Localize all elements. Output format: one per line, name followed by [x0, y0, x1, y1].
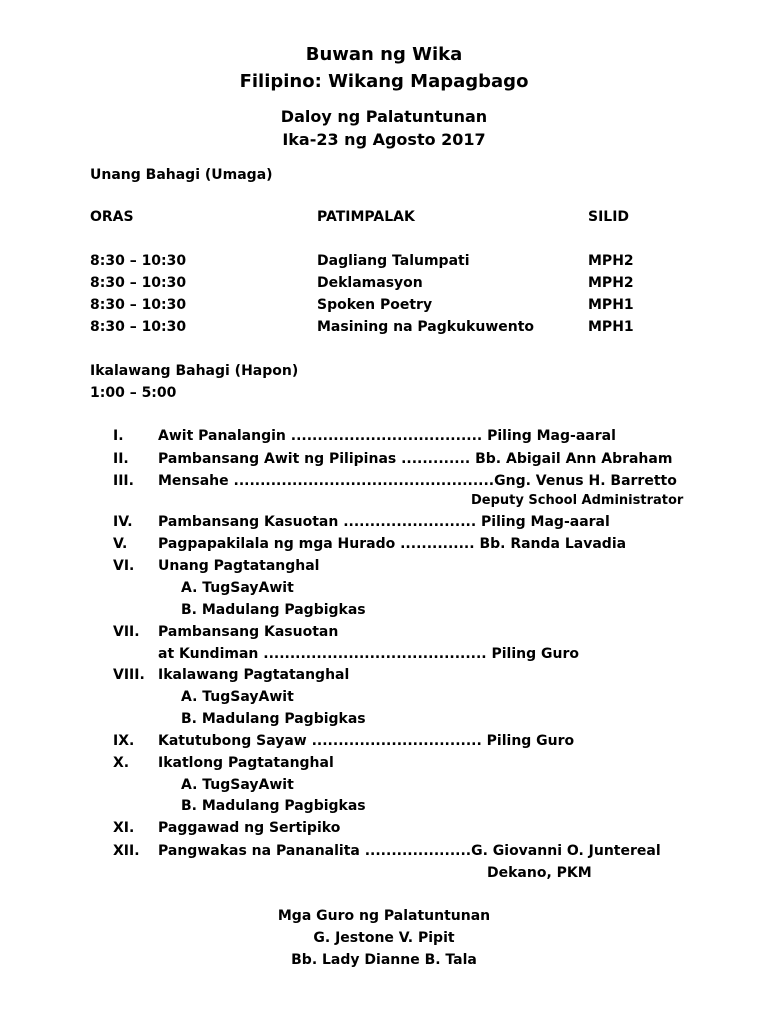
footer-heading: Mga Guro ng Palatuntunan — [277, 908, 491, 924]
list-item: Awit Panalangin .................................... Piling Mag-aaral — [158, 428, 616, 444]
item-number: X. — [113, 755, 130, 771]
row-room: MPH2 — [588, 253, 634, 269]
row-time: 8:30 – 10:30 — [90, 253, 187, 269]
list-subitem: A. TugSayAwit — [181, 689, 294, 705]
list-item: Unang Pagtatanghal — [158, 558, 320, 574]
item-number: XII. — [113, 843, 140, 859]
row-room: MPH1 — [588, 319, 634, 335]
column-header-room: SILID — [588, 209, 630, 225]
list-item: Pambansang Awit ng Pilipinas ............. Bb. Abigail Ann Abraham — [158, 451, 673, 467]
item-number: VIII. — [113, 667, 145, 683]
column-header-event: PATIMPALAK — [317, 209, 415, 225]
list-item: Katutubong Sayaw ................................ Piling Guro — [158, 733, 575, 749]
afternoon-heading: Ikalawang Bahagi (Hapon) — [90, 363, 299, 379]
list-item: Pambansang Kasuotan ......................... Piling Mag-aaral — [158, 514, 610, 530]
item-number: III. — [113, 473, 134, 489]
item-number: V. — [113, 536, 128, 552]
row-time: 8:30 – 10:30 — [90, 319, 187, 335]
speaker-position: Dekano, PKM — [487, 865, 592, 881]
row-event: Deklamasyon — [317, 275, 423, 291]
row-event: Spoken Poetry — [317, 297, 433, 313]
item-number: XI. — [113, 820, 135, 836]
document-title: Buwan ng Wika — [305, 44, 463, 65]
list-item: Ikalawang Pagtatanghal — [158, 667, 350, 683]
list-subitem: A. TugSayAwit — [181, 777, 294, 793]
row-room: MPH1 — [588, 297, 634, 313]
list-subitem: B. Madulang Pagbigkas — [181, 602, 366, 618]
afternoon-time: 1:00 – 5:00 — [90, 385, 177, 401]
list-item: Ikatlong Pagtatanghal — [158, 755, 334, 771]
list-item: Pangwakas na Pananalita ....................G. Giovanni O. Juntereal — [158, 843, 661, 859]
row-room: MPH2 — [588, 275, 634, 291]
list-item-continuation: at Kundiman .......................................... Piling Guro — [158, 646, 579, 662]
row-time: 8:30 – 10:30 — [90, 275, 187, 291]
program-subtitle: Daloy ng Palatuntunan — [280, 107, 488, 126]
row-event: Masining na Pagkukuwento — [317, 319, 535, 335]
speaker-position: Deputy School Administrator — [471, 493, 684, 508]
row-event: Dagliang Talumpati — [317, 253, 470, 269]
footer-host-2: Bb. Lady Dianne B. Tala — [291, 952, 477, 968]
footer-host-1: G. Jestone V. Pipit — [313, 930, 455, 946]
item-number: IV. — [113, 514, 133, 530]
list-subitem: B. Madulang Pagbigkas — [181, 711, 366, 727]
list-item: Pagpapakilala ng mga Hurado .............. Bb. Randa Lavadia — [158, 536, 627, 552]
item-number: VI. — [113, 558, 135, 574]
document-theme: Filipino: Wikang Mapagbago — [239, 71, 529, 92]
list-subitem: A. TugSayAwit — [181, 580, 294, 596]
list-item: Mensahe .................................................Gng. Venus H. Barretto — [158, 473, 677, 489]
item-number: IX. — [113, 733, 135, 749]
item-number: VII. — [113, 624, 140, 640]
column-header-time: ORAS — [90, 209, 134, 225]
row-time: 8:30 – 10:30 — [90, 297, 187, 313]
morning-heading: Unang Bahagi (Umaga) — [90, 167, 273, 183]
list-item: Pambansang Kasuotan — [158, 624, 339, 640]
list-item: Paggawad ng Sertipiko — [158, 820, 341, 836]
item-number: II. — [113, 451, 129, 467]
item-number: I. — [113, 428, 124, 444]
list-subitem: B. Madulang Pagbigkas — [181, 798, 366, 814]
program-date: Ika-23 ng Agosto 2017 — [282, 130, 486, 149]
